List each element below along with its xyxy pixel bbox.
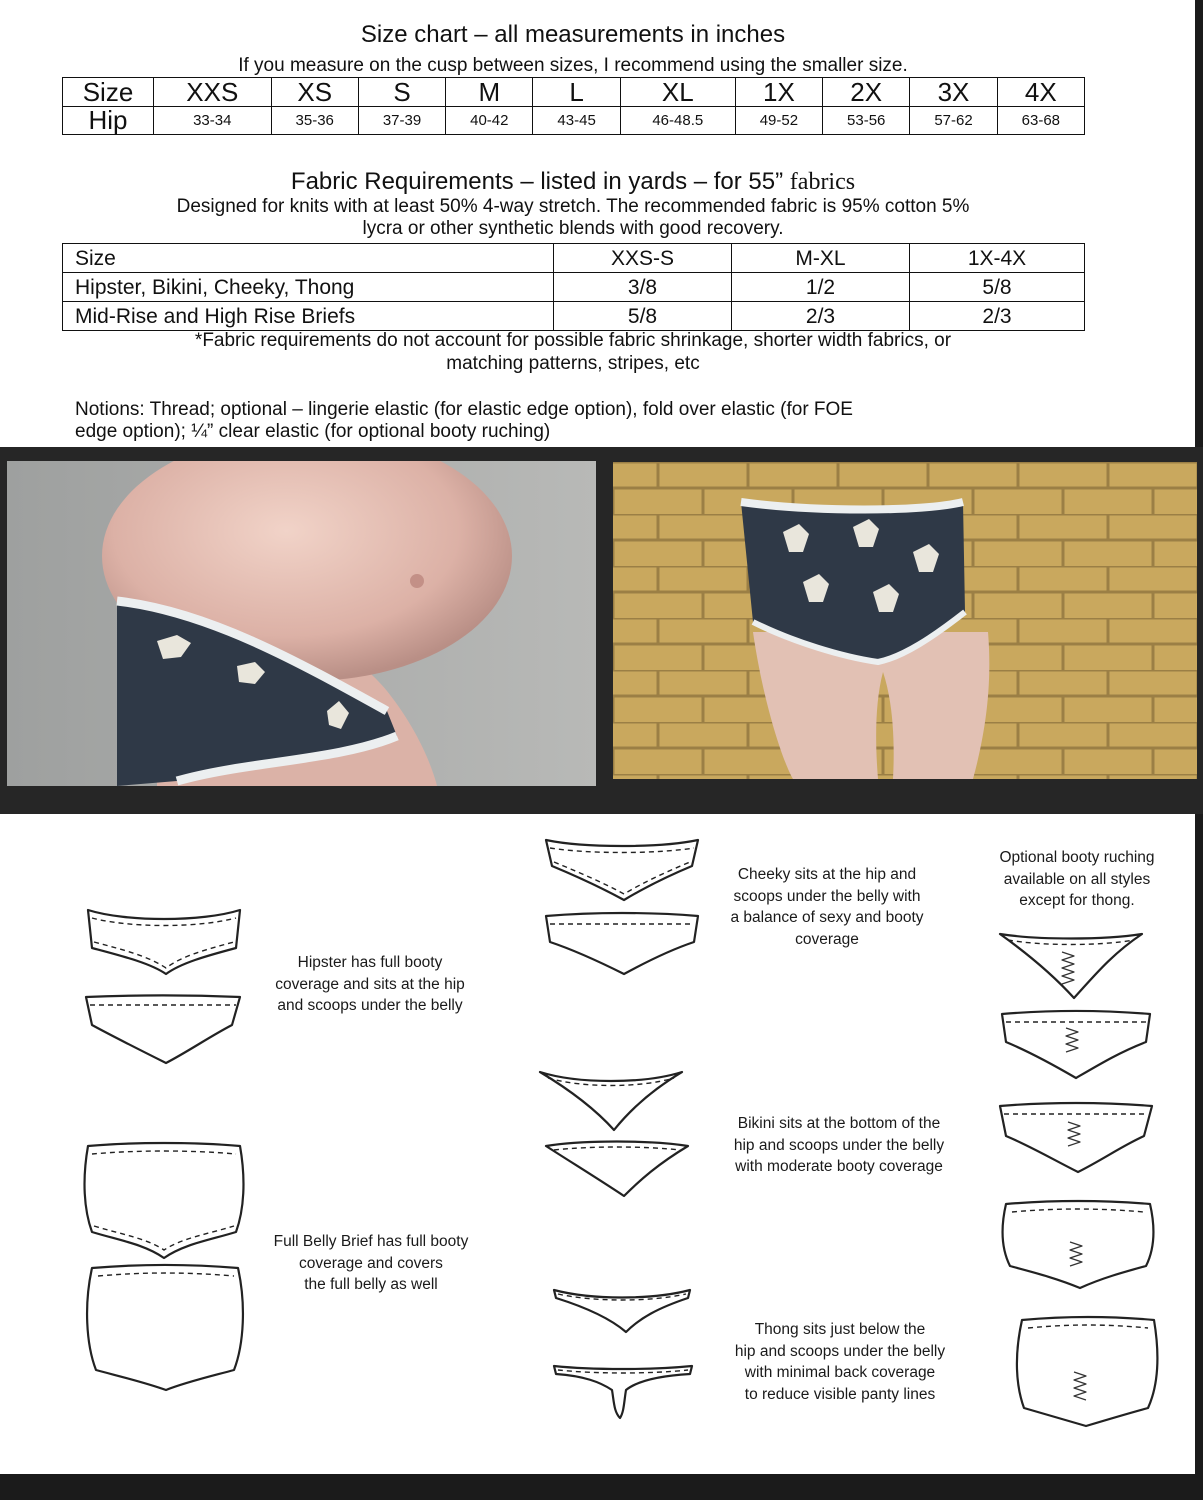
ruching-caption [968,847,1186,912]
size-cell: M [446,78,533,107]
hip-cell: 37-39 [358,106,445,135]
ruching-highrise-drawing [1014,1316,1160,1428]
size-cell: 1X [735,78,822,107]
caption-line: hip and scoops under the belly [733,1136,945,1154]
caption-line: and scoops under the belly [277,997,463,1014]
cheeky-caption [700,864,954,950]
caption-line: to reduce visible panty lines [744,1385,936,1403]
bikini-caption [700,1113,978,1178]
fabric-description-2: lycra or other synthetic blends with good recovery. [362,218,784,239]
fabric-title-main: Fabric Requirements – listed in yards – for 55” [290,168,784,195]
caption-line: with moderate booty coverage [735,1158,943,1175]
hipster-back-drawing [84,993,242,1065]
fabric-title [0,168,1146,196]
hip-cell: 33-34 [154,106,272,135]
hip-cell: 35-36 [271,106,358,135]
caption-line: Optional booty ruching [999,849,1155,866]
fabric-description-1: Designed for knits with at least 50% 4-way stretch. The recommended fabric is 95% cotton 5% [176,196,970,217]
full-belly-front-drawing [84,1140,244,1260]
fabric-cell: 3/8 [554,273,732,302]
hip-cell: 53-56 [823,106,910,135]
notions-line-2: edge option); ¼” clear elastic (for optional booty ruching) [75,421,551,442]
hip-cell: 40-42 [446,106,533,135]
size-chart-subtitle: If you measure on the cusp between sizes, I recommend using the smaller size. [238,55,908,76]
full-belly-caption [240,1231,502,1296]
thong-caption [712,1319,968,1405]
bikini-back-drawing [544,1140,690,1198]
fabric-row-label: Hipster, Bikini, Cheeky, Thong [63,273,554,302]
hip-cell: 43-45 [533,106,620,135]
hip-cell: 49-52 [735,106,822,135]
ruching-hipster-drawing [998,1100,1154,1174]
side-view-photo [7,461,596,786]
fabric-row [63,302,1085,331]
bikini-front-drawing [538,1070,684,1132]
caption-line: Hipster has full booty [297,954,443,971]
fabric-cell: 2/3 [732,302,910,331]
fabric-cell: 1/2 [732,273,910,302]
fabric-note-1: *Fabric requirements do not account for possible fabric shrinkage, shorter width fabrics, or [194,330,952,351]
caption-line: Cheeky sits at the hip and [737,866,917,883]
cheeky-back-drawing [544,910,700,976]
caption-line: except for thong. [1019,892,1135,909]
back-view-photo [613,462,1197,779]
caption-line: coverage and covers [299,1254,443,1272]
ruching-bikini-drawing [998,930,1144,1000]
fabric-row-label: Mid-Rise and High Rise Briefs [63,302,554,331]
hip-header: Hip [63,106,154,135]
fabric-cell: 5/8 [554,302,732,331]
size-chart-table [62,77,1085,135]
size-chart-title: Size chart – all measurements in inches [360,21,786,48]
full-belly-back-drawing [84,1264,246,1392]
size-cell: 3X [910,78,997,107]
hipster-front-drawing [86,908,242,976]
ruching-midrise-drawing [1000,1200,1156,1290]
caption-line: available on all styles [1003,870,1151,888]
hip-row [63,106,1085,135]
size-row [63,78,1085,107]
fabric-table [62,243,1085,331]
fabric-header-row [63,244,1085,273]
caption-line: coverage and sits at the hip [275,975,465,993]
fabric-header-cell: XXS-S [554,244,732,273]
size-cell: S [358,78,445,107]
hipster-caption [240,952,500,1017]
ruching-cheeky-drawing [1000,1010,1152,1080]
size-cell: XS [271,78,358,107]
fabric-header-cell: Size [63,244,554,273]
size-cell: 2X [823,78,910,107]
fabric-header-cell: M-XL [732,244,910,273]
size-header: Size [63,78,154,107]
fabric-title-unit: fabrics [789,169,856,195]
side-view-illustration [7,461,596,786]
back-view-illustration [613,462,1197,779]
notions-line-1: Notions: Thread; optional – lingerie elastic (for elastic edge option), fold over elastic (for FOE [75,399,853,420]
hip-cell: 46-48.5 [620,106,735,135]
caption-line: a balance of sexy and booty [730,909,924,926]
caption-line: with minimal back coverage [744,1364,936,1381]
thong-back-drawing [552,1362,694,1420]
size-cell: XL [620,78,735,107]
hip-cell: 63-68 [997,106,1084,135]
caption-line: coverage [795,930,859,948]
hip-cell: 57-62 [910,106,997,135]
thong-front-drawing [552,1288,692,1334]
fabric-note-2: matching patterns, stripes, etc [446,353,700,374]
fabric-cell: 5/8 [910,273,1085,302]
size-cell: 4X [997,78,1084,107]
size-cell: XXS [154,78,272,107]
fabric-row [63,273,1085,302]
fabric-cell: 2/3 [910,302,1085,331]
caption-line: Thong sits just below the [754,1321,926,1338]
size-cell: L [533,78,620,107]
cheeky-front-drawing [544,838,700,902]
caption-line: Bikini sits at the bottom of the [737,1115,941,1132]
caption-line: the full belly as well [304,1276,438,1293]
caption-line: hip and scoops under the belly [734,1342,946,1360]
caption-line: Full Belly Brief has full booty [273,1233,469,1250]
caption-line: scoops under the belly with [733,887,921,905]
fabric-header-cell: 1X-4X [910,244,1085,273]
